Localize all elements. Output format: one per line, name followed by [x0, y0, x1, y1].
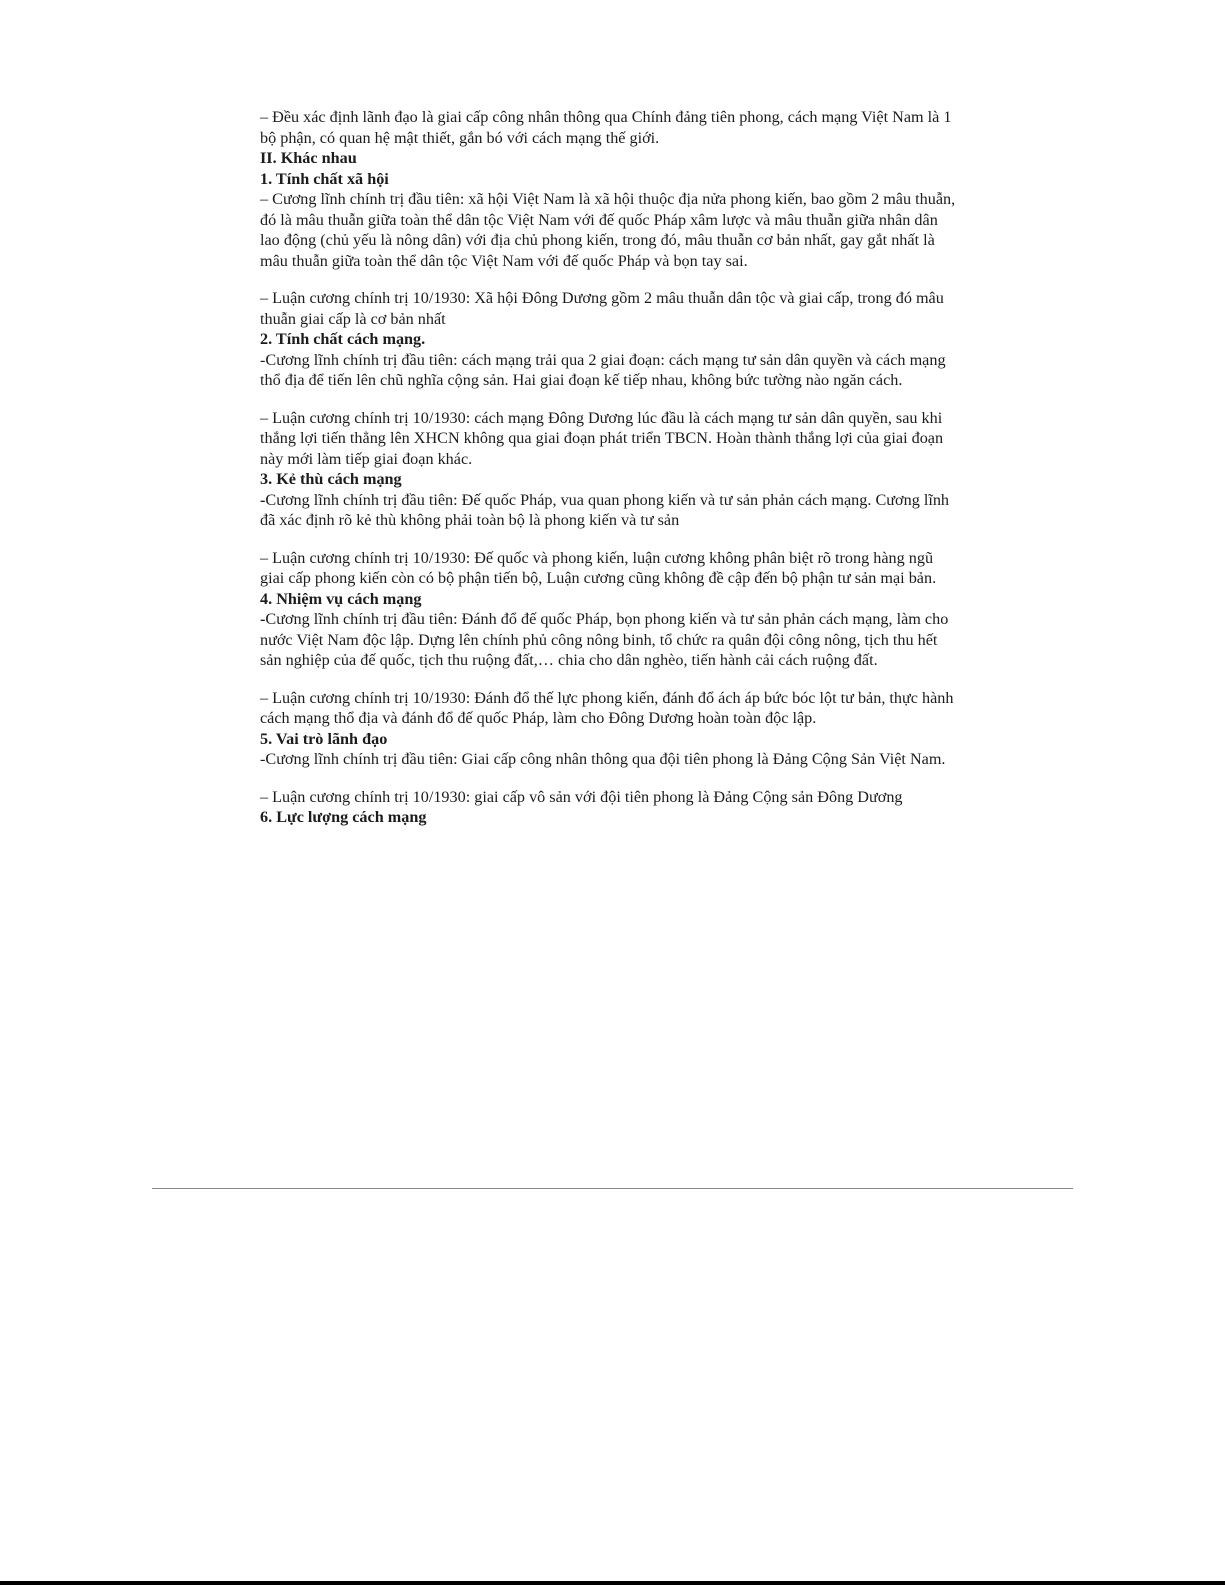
topic-heading: 1. Tính chất xã hội: [260, 169, 389, 188]
topic-heading: 2. Tính chất cách mạng.: [260, 330, 426, 348]
document-body: [260, 107, 960, 828]
section-title: II. Khác nhau: [260, 149, 357, 167]
luan-cuong-paragraph: – Luận cương chính trị 10/1930: Đánh đổ thế lực phong kiến, đánh đổ ách áp bức bóc lột tư bản, thực hành cách mạng thổ địa và đánh đổ đế quốc Pháp, làm cho Đông Dương hoàn toàn độc lập.: [260, 688, 954, 727]
luan-cuong-paragraph: – Luận cương chính trị 10/1930: giai cấp vô sản với đội tiên phong là Đảng Cộng sản Đông Dương: [260, 787, 903, 806]
cuong-linh-paragraph: [260, 609, 960, 671]
page-footer-rule: [152, 1188, 1073, 1189]
cuong-linh-text: Cương lĩnh chính trị đầu tiên: Đế quốc Pháp, vua quan phong kiến và tư sản phản cách mạng. Cương lĩnh đã xác định rõ kẻ thù không phải toàn bộ là phong kiến và tư sản: [260, 490, 950, 529]
topic-heading: 6. Lực lượng cách mạng: [260, 808, 427, 826]
page-bottom-edge: [0, 1581, 1225, 1585]
luan-cuong-paragraph: – Luận cương chính trị 10/1930: Xã hội Đông Dương gồm 2 mâu thuẫn dân tộc và giai cấp, trong đó mâu thuẫn giai cấp là cơ bản nhất: [260, 289, 944, 328]
cuong-linh-paragraph: – Cương lĩnh chính trị đầu tiên: xã hội Việt Nam là xã hội thuộc địa nửa phong kiến, bao gồm 2 mâu thuẫn, đó là mâu thuẫn giữa toàn thể dân tộc Việt Nam với đế quốc Pháp xâm lược và mâu thuẫn giữa nhân dân lao động (chủ yếu là nông dân) với địa chủ phong kiến, trong đó, mâu thuẫn cơ bản nhất, gay gắt nhất là mâu thuẫn giữa toàn thể dân tộc Việt Nam với đế quốc Pháp và bọn tay sai.: [260, 190, 956, 270]
luan-cuong-paragraph: – Luận cương chính trị 10/1930: Đế quốc và phong kiến, luận cương không phân biệt rõ trong hàng ngũ giai cấp phong kiến còn có bộ phận tiến bộ, Luận cương cũng không đề cập đến bộ phận tư sản mại bản.: [260, 548, 937, 587]
bold-dash: -: [260, 490, 266, 509]
cuong-linh-paragraph: -Cương lĩnh chính trị đầu tiên: Giai cấp công nhân thông qua đội tiên phong là Đảng Cộng Sản Việt Nam.: [260, 750, 946, 768]
cuong-linh-text: Cương lĩnh chính trị đầu tiên: Đánh đổ đế quốc Pháp, bọn phong kiến và tư sản phản cách mạng, làm cho nước Việt Nam độc lập. Dựng lên chính phủ công nông binh, tổ chức ra quân đội công nông, tịch thu hết sản nghiệp của đế quốc, tịch thu ruộng đất,… chia cho dân nghèo, tiến hành cải cách ruộng đất.: [260, 610, 949, 669]
topic-heading: 3. Kẻ thù cách mạng: [260, 470, 402, 488]
cuong-linh-paragraph: -Cương lĩnh chính trị đầu tiên: cách mạng trải qua 2 giai đoạn: cách mạng tư sản dân quyền và cách mạng thổ địa để tiến lên chũ nghĩa cộng sản. Hai giai đoạn kế tiếp nhau, không bức tường nào ngăn cách.: [260, 350, 946, 389]
cuong-linh-paragraph: [260, 490, 960, 531]
luan-cuong-paragraph: – Luận cương chính trị 10/1930: cách mạng Đông Dương lúc đầu là cách mạng tư sản dân quyền, sau khi thắng lợi tiến thẳng lên XHCN không qua giai đoạn phát triển TBCN. Hoàn thành thắng lợi của giai đoạn này mới làm tiếp giai đoạn khác.: [260, 408, 944, 468]
intro-paragraph: – Đều xác định lãnh đạo là giai cấp công nhân thông qua Chính đảng tiên phong, cách mạng Việt Nam là 1 bộ phận, có quan hệ mật thiết, gắn bó với cách mạng thế giới.: [260, 108, 952, 147]
bold-dash: -: [260, 610, 266, 628]
topic-heading: 4. Nhiệm vụ cách mạng: [260, 589, 422, 608]
topic-heading: 5. Vai trò lãnh đạo: [260, 729, 388, 748]
